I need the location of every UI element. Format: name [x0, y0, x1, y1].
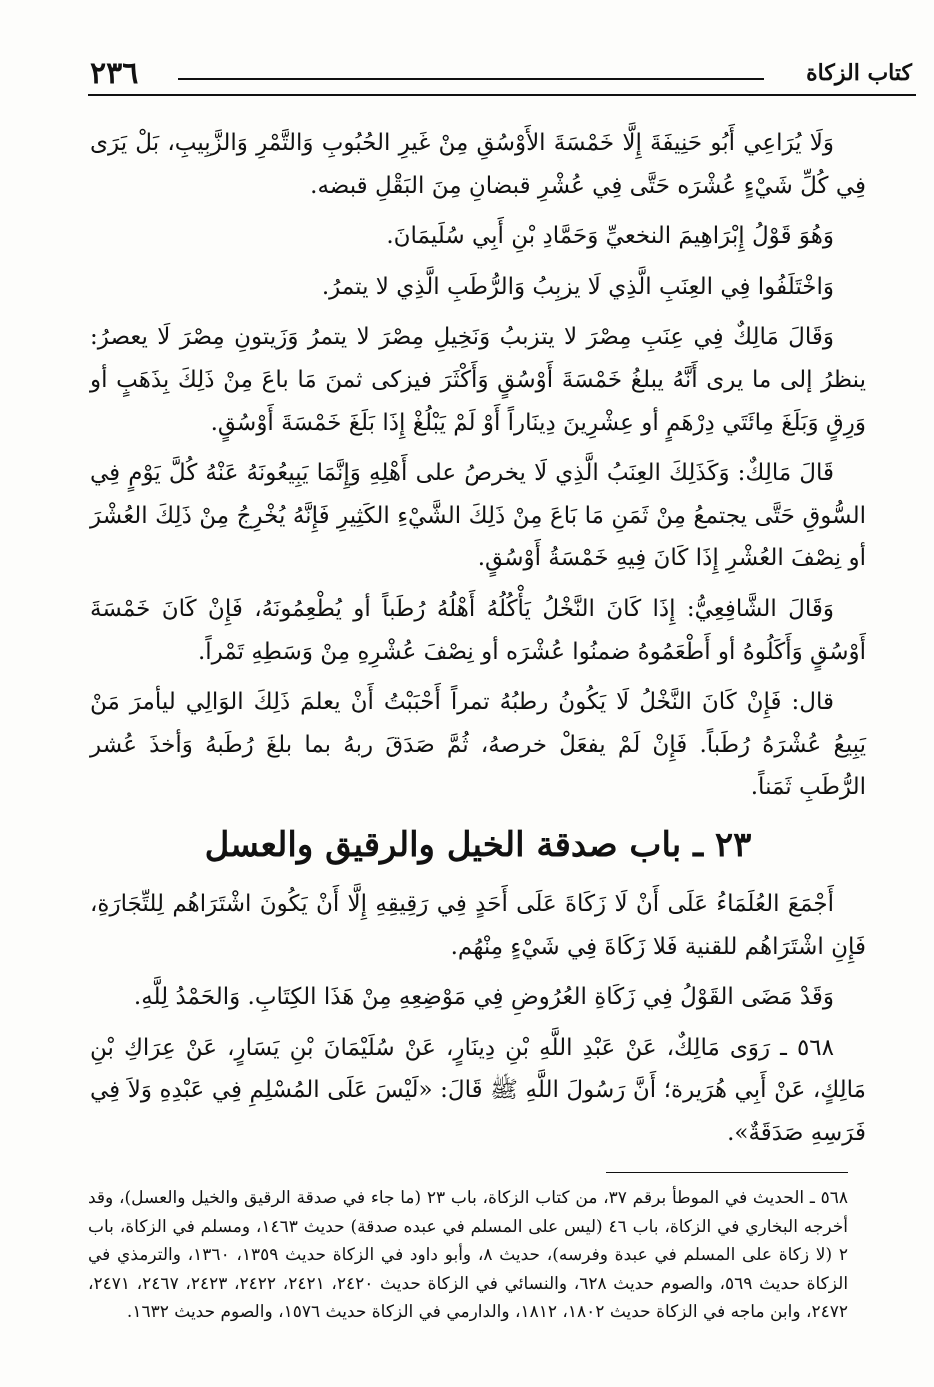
page-number: ٢٣٦: [90, 56, 139, 91]
section-heading: ٢٣ ـ باب صدقة الخيل والرقيق والعسل: [204, 824, 752, 865]
paragraph: وَقَالَ مَالِكٌ فِي عِنَبِ مِصْرَ لا يتزببُ وَنَخِيلِ مِصْرَ لا يتمرُ وَزَيتونِ مِصْرَ لَا يعصرُ: ينظرُ إلى ما يرى أَنَّهُ يبلغُ خَمْسَةَ أَوْسُقٍ وَأَكْثَرَ فيزكى ثمنَ مَا باعَ مِنْ ذَلِكَ بِذَهَبٍ أو وَرِقٍ وَبَلَغَ مِائَتَي دِرْهَمٍ أو عِشْرِينَ دِينَاراً أَوْ لَمْ يَبْلُغْ إِذَا بَلَغَ خَمْسَةَ أَوْسُقٍ.: [90, 324, 866, 436]
footnote-text: ٥٦٨ ـ الحديث في الموطأ برقم ٣٧، من كتاب الزكاة، باب ٢٣ (ما جاء في صدقة الرقيق والخيل والعسل)، وقد أخرجه البخاري في الزكاة، باب ٤٦ (ليس على المسلم في عبده صدقة) حديث ١٤٦٣، ومسلم في الزكاة، باب ٢ (لا زكاة على المسلم في عبدة وفرسه)، حديث ٨، وأبو داود في الزكاة حديث ١٣٥٩، ١٣٦٠، والترمذي في الزكاة حديث ٥٦٩، والصوم حديث ٦٢٨، والنسائي في الزكاة حديث ٢٤٢٠، ٢٤٢١، ٢٤٢٢، ٢٤٢٣، ٢٤٦٧، ٢٤٧١، ٢٤٧٢، وابن ماجه في الزكاة حديث ١٨٠٢، ١٨١٢، والدارمي في الزكاة حديث ١٥٧٦، والصوم حديث ١٦٣٢.: [88, 1188, 849, 1322]
footnote: [88, 1184, 848, 1327]
header-rule: [178, 78, 764, 80]
hadith-paragraph: ٥٦٨ ـ رَوَى مَالِكٌ، عَنْ عَبْدِ اللَّهِ بْنِ دِينَارٍ، عَنْ سُلَيْمَانَ بْنِ يَسَارٍ، عَنْ عِرَاكِ بْنِ مَالِكٍ، عَنْ أَبِي هُرَيرة؛ أَنَّ رَسُولَ اللَّهِ ﷺ قَالَ: «لَيْسَ عَلَى المُسْلِمِ فِي عَبْدِهِ وَلاَ فِي فَرَسِهِ صَدَقَةٌ».: [90, 1034, 866, 1146]
running-header-title: كتاب الزكاة: [806, 60, 912, 86]
paragraph: وَهُوَ قَوْلُ إِبْرَاهِيمَ النخعيِّ وَحَمَّادِ بْنِ أَبِي سُلَيمَانَ.: [386, 223, 834, 250]
paragraph: قال: فَإِنْ كَانَ النَّخْلُ لَا يَكُونُ رطبُهُ تمراً أَحْبَبْتُ أَنْ يعلمَ ذَلِكَ الوَالِي ليأمرَ مَنْ يَبِيعُ عُشْرَهُ رُطَباً. فَإِنْ لَمْ يفعَلْ خرصهُ، ثُمَّ صَدَقَ ربهُ بما بلغَ رُطَبهُ وَأخذَ عُشر الرُّطَبِ ثَمَناً.: [90, 689, 866, 801]
main-text: [90, 122, 866, 1162]
header-baseline-rule: [88, 94, 916, 96]
paragraph: وَلَا يُرَاعِي أَبُو حَنِيفَةَ إِلَّا خَمْسَةَ الأَوْسُقِ مِنْ غَيرِ الحُبُوبِ وَالتَّمْرِ وَالزَّبِيبِ، بَلْ يَرَى فِي كُلِّ شَيْءٍ عُشْرَه حَتَّى فِي عُشْرِ قبضانِ مِنَ البَقْلِ قبضه.: [90, 130, 866, 199]
paragraph: قَالَ مَالِكٌ: وَكَذَلِكَ العِنَبُ الَّذِي لَا يخرصُ على أَهْلِهِ وَإِنَّمَا يَبِيعُونَهُ عَنْهُ كُلَّ يَوْمٍ فِي السُّوقِ حَتَّى يجتمعُ مِنْ ثَمَنِ مَا بَاعَ مِنْ ذَلِكَ الشَّيْءِ الكَثِيرِ فَإِنَّهُ يُخْرِجُ مِنْ ذَلِكَ العُشْرَ أو نِصْفَ العُشْرِ إِذَا كَانَ فِيهِ خَمْسَةُ أَوْسُقٍ.: [90, 460, 866, 572]
paragraph: وَقَدْ مَضَى القَوْلُ فِي زَكَاةِ العُرُوضِ فِي مَوْضِعِهِ مِنْ هَذَا الكِتَابِ. وَالحَمْدُ لِلَّهِ.: [133, 984, 834, 1011]
paragraph: وَاخْتَلَفُوا فِي العِنَبِ الَّذِي لَا يزبِبُ وَالرُّطَبِ الَّذِي لا يتمرُ.: [321, 273, 834, 300]
paragraph: وَقَالَ الشَّافِعِيُّ: إِذَا كَانَ النَّخْلُ يَأْكُلُهُ أَهْلُهُ رُطَباً أو يُطْعِمُونَهُ، فَإِنْ كَانَ خَمْسَةَ أَوْسُقٍ وَأَكَلُوهُ أو أَطْعَمُوهُ ضمنُوا عُشْرَه أو نِصْفَ عُشْرِهِ مِنْ وَسَطِهِ تَمْراً.: [90, 595, 866, 665]
paragraph: أَجْمَعَ العُلَمَاءُ عَلَى أَنْ لَا زَكَاةَ عَلَى أَحَدٍ فِي رَقِيقِهِ إِلَّا أَنْ يَكُونَ اشْتَرَاهُم لِلتِّجَارَةِ، فَإِنِ اشْتَرَاهُم للقنية فَلا زَكَاةَ فِي شَيْءٍ مِنْهُم.: [90, 890, 866, 960]
footnote-rule: [606, 1172, 848, 1173]
